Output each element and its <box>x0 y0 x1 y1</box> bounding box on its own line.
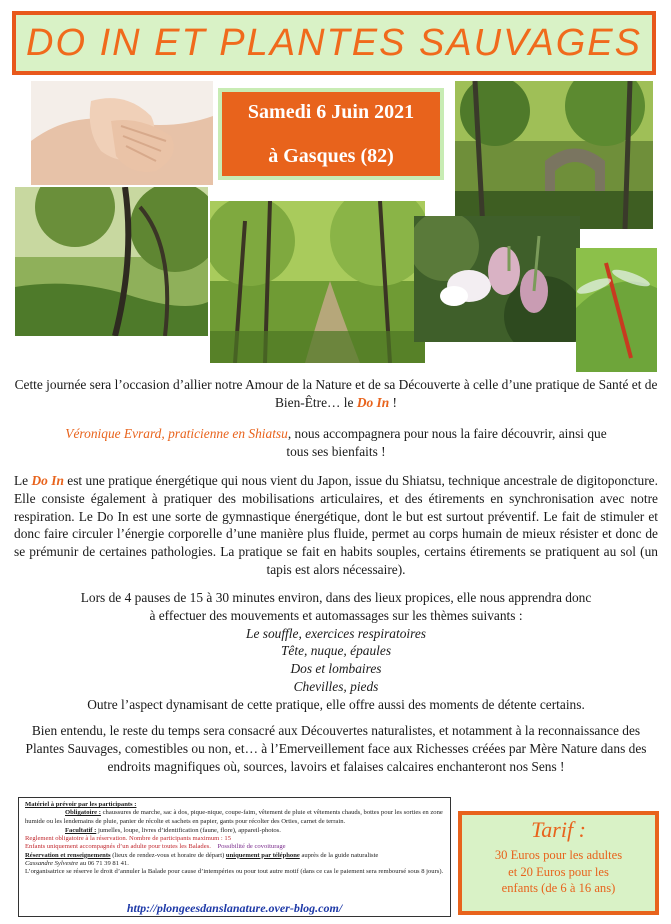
closing-paragraph <box>14 722 658 775</box>
dragonfly-photo <box>576 248 657 372</box>
info-heading: Matériel à prévoir par les participants : <box>25 801 137 808</box>
event-date-box <box>218 88 444 180</box>
themes-section <box>14 589 658 714</box>
tarif-line: et 20 Euros pour les <box>508 864 609 879</box>
do-in-highlight: Do In <box>356 394 390 410</box>
forest-path-photo <box>210 201 425 363</box>
tarif-line: enfants (de 6 à 16 ans) <box>501 881 616 895</box>
reservation-end: auprès de la guide naturaliste <box>299 851 379 859</box>
intro-end: ! <box>389 394 397 410</box>
tarif-text <box>495 847 622 897</box>
themes-outro: Outre l’aspect dynamisant de cette pratique, elle offre aussi des moments de détente certains. <box>87 696 585 712</box>
theme-item: Le souffle, exercices respiratoires <box>246 625 426 641</box>
stone-bridge-forest-photo <box>455 81 653 229</box>
reservation-text: (lieux de rendez-vous et horaire de départ) <box>110 851 226 859</box>
river-forest-photo <box>15 187 208 336</box>
children-info: Enfants uniquement accompagnés d’un adulte pour toutes les Balades. <box>25 843 211 851</box>
tarif-box <box>458 811 659 915</box>
theme-item: Chevilles, pieds <box>293 678 379 694</box>
optional-label: Facultatif : <box>65 826 97 834</box>
themes-intro-1: Lors de 4 pauses de 15 à 30 minutes environ, dans des lieux propices, elle nous apprendra donc <box>80 590 592 605</box>
event-place: à Gasques (82) <box>268 145 394 167</box>
carpool-info: Possibilité de covoiturage <box>217 843 286 851</box>
phone-only-label: uniquement par téléphone <box>225 851 300 859</box>
event-date: Samedi 6 Juin 2021 <box>247 101 415 123</box>
presenter-text: , nous accompagnera pour nous la faire découvrir, ainsi que tous ses bienfaits ! <box>286 426 607 459</box>
themes-intro-2: à effectuer des mouvements et automassages sur les thèmes suivants : <box>149 607 523 623</box>
disclaimer: L’organisatrice se réserve le droit d’annuler la Balade pour cause d’intempéries ou pour tout autre motif (dans ce cas le paiement sera remboursé sous 8 jours). <box>25 868 444 876</box>
description-text: est une pratique énergétique qui nous vient du Japon, issue du Shiatsu, technique ancestrale de digitoponcture. Elle consiste également à pratiquer des mobilisations articulaires, et des étirements en synchronisation avec notre respiration. Le Do In est une sorte de gymnastique énergétique, dont le but est surtout préventif. Le fait de stimuler et donc faire circuler l’énergie corporelle d’une manière plus fluide, permet au corps humain de mieux résister et donc de se prémunir de certaines pathologies. La pratique se fait en habits souples, certains étirements se pratiquent au sol (un tapis est alors nécessaire). <box>14 473 658 577</box>
intro-text: Cette journée sera l’occasion d’allier notre Amour de la Nature et de sa Découverte à celle d’une pratique de Santé et de Bien-Être… le <box>14 377 658 410</box>
intro-paragraph <box>14 376 658 412</box>
description-start: Le <box>14 473 32 488</box>
theme-item: Dos et lombaires <box>290 661 382 677</box>
presenter-paragraph <box>14 425 658 461</box>
guide-name: Cassandre Sylvestre <box>25 860 79 868</box>
mandatory-text: chaussures de marche, sac à dos, pique-nique, coupe-faim, vêtement de pluie et vêtements chauds, bottes pour les sorties en zone humide ou les lendemains de pluie, panier de récolte et sachets en papier, gants pour récolter des Orties, carnet de terrain. <box>25 809 443 825</box>
payment-info: Reglement obligatoire à la réservation. Nombre de participants maximum : 15 <box>25 835 231 843</box>
reservation-label: Réservation et renseignements <box>25 851 111 859</box>
wildflower-photo <box>414 216 580 342</box>
optional-text: jumelles, loupe, livres d’identification (faune, flore), appareil-photos. <box>96 826 281 834</box>
presenter-role: , praticienne en Shiatsu <box>161 426 288 441</box>
blog-link[interactable]: http://plongeesdanslanature.over-blog.com/ <box>126 900 343 915</box>
practical-info-box <box>18 797 451 917</box>
shoulder-massage-photo <box>31 81 213 185</box>
tarif-line: 30 Euros pour les adultes <box>494 848 623 862</box>
do-in-highlight-2: Do In <box>31 473 64 488</box>
theme-item: Tête, nuque, épaules <box>280 643 392 659</box>
tarif-title: Tarif : <box>531 817 586 842</box>
presenter-name: Véronique Evrard <box>65 426 162 441</box>
title-banner <box>12 11 656 75</box>
guide-phone: au 06 71 39 81 41. <box>78 860 129 868</box>
description-paragraph <box>14 472 658 579</box>
page-title: DO IN ET PLANTES SAUVAGES <box>26 21 642 64</box>
closing-text: Bien entendu, le reste du temps sera consacré aux Découvertes naturalistes, et notamment à la reconnaissance des Plantes Sauvages, comestibles ou non, et… à l’Emerveillement face aux Richesses créées par Mère Nature dans des endroits magnifiques où, sources, lavoirs et falaises calcaires enchanteront nos Sens ! <box>25 723 647 774</box>
mandatory-label: Obligatoire : <box>65 809 101 817</box>
